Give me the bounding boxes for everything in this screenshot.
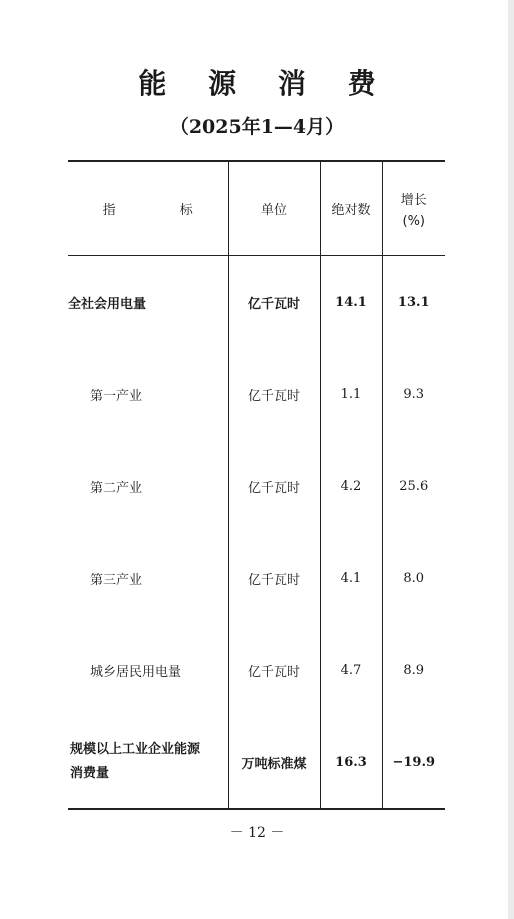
row-growth: 9.3 <box>382 348 445 440</box>
row-unit: 亿千瓦时 <box>228 532 320 624</box>
row-absolute: 14.1 <box>320 256 382 349</box>
table-row <box>68 532 445 624</box>
row-label: 第三产业 <box>90 572 143 588</box>
row-growth: 8.0 <box>382 532 445 624</box>
page-number: － 12 － <box>229 825 285 841</box>
header-growth <box>382 161 445 256</box>
row-absolute: 4.2 <box>320 440 382 532</box>
row-growth: 25.6 <box>382 440 445 532</box>
row-label: 第一产业 <box>90 388 143 404</box>
row-label: 全社会用电量 <box>68 296 147 312</box>
table-row <box>68 716 445 809</box>
row-absolute: 4.7 <box>320 624 382 716</box>
row-label: 第二产业 <box>90 480 143 496</box>
row-unit: 亿千瓦时 <box>228 440 320 532</box>
row-unit: 亿千瓦时 <box>228 256 320 349</box>
row-label <box>68 716 228 809</box>
table-row <box>68 348 445 440</box>
header-absolute: 绝对数 <box>320 161 382 256</box>
table-row <box>68 440 445 532</box>
row-unit: 亿千瓦时 <box>228 624 320 716</box>
row-label-line2: 消费量 <box>70 766 110 781</box>
page-subtitle: （2025年1—4月） <box>169 116 345 138</box>
row-growth: 8.9 <box>382 624 445 716</box>
page-title: 能 源 消 费 <box>138 67 392 100</box>
row-label-line1: 规模以上工业企业能源 <box>70 742 201 757</box>
row-unit: 亿千瓦时 <box>228 348 320 440</box>
row-unit: 万吨标准煤 <box>228 716 320 809</box>
header-indicator: 指 标 <box>102 203 223 218</box>
header-growth-unit: (%) <box>402 213 425 229</box>
row-absolute: 1.1 <box>320 348 382 440</box>
row-growth: −19.9 <box>382 716 445 809</box>
header-unit: 单位 <box>228 161 320 256</box>
row-absolute: 16.3 <box>320 716 382 809</box>
header-growth-label: 增长 <box>400 192 427 208</box>
table-row <box>68 256 445 349</box>
row-label: 城乡居民用电量 <box>90 664 182 680</box>
table-header-row <box>68 161 445 256</box>
row-absolute: 4.1 <box>320 532 382 624</box>
energy-table <box>68 160 445 810</box>
table-row <box>68 624 445 716</box>
row-growth: 13.1 <box>382 256 445 349</box>
